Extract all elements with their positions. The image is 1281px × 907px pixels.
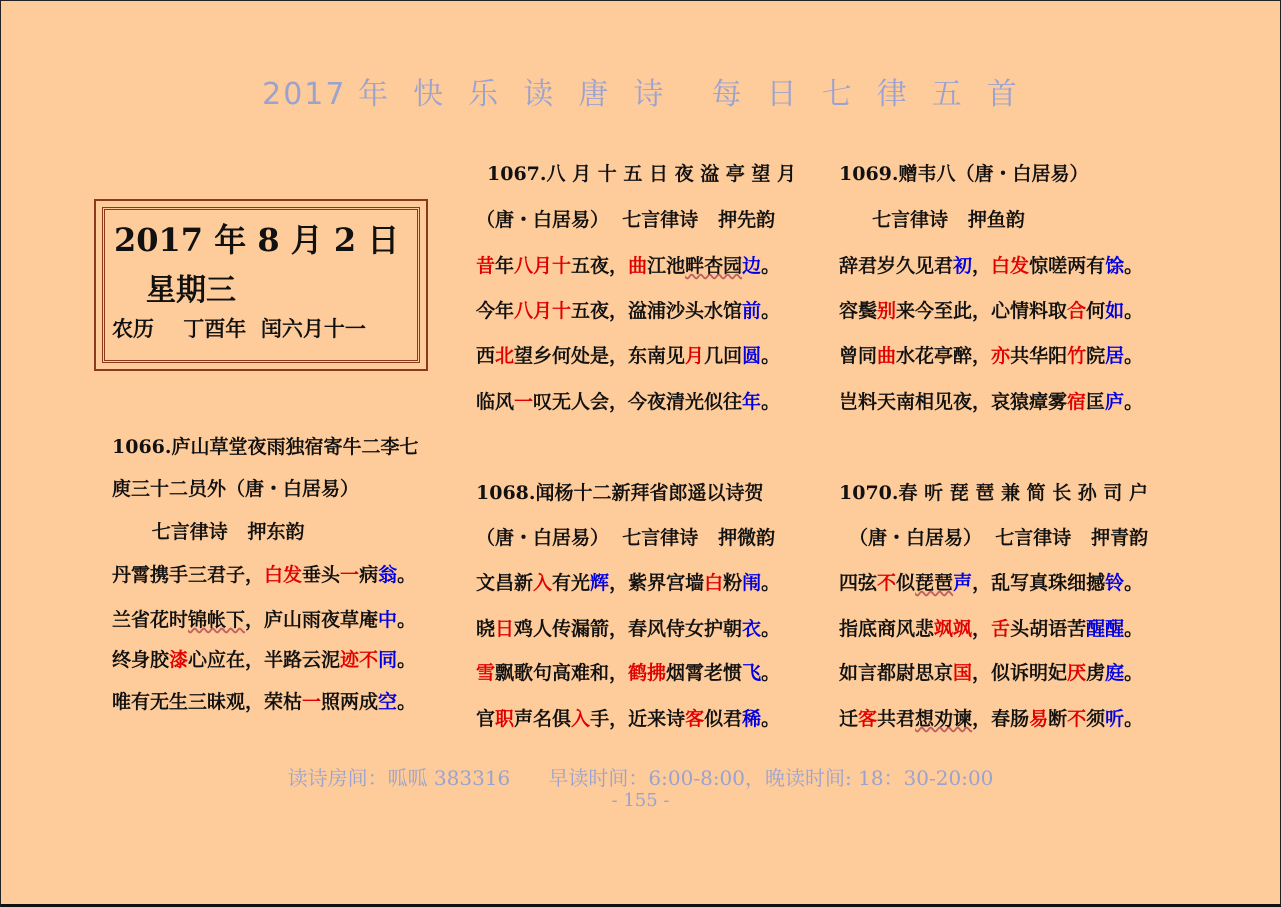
poem-1068-verse xyxy=(476,571,780,595)
poem-1067-header-2: （唐・白居易） 七言律诗 押先韵 xyxy=(476,209,776,231)
verse-text: 。 xyxy=(1124,345,1144,367)
weekday-text: 星期三 xyxy=(146,273,236,308)
verse-text: 烟霄老惯 xyxy=(666,662,743,684)
highlight-red: 漆 xyxy=(169,649,189,671)
poem-1067-verse xyxy=(476,344,780,368)
verse-text: 头胡语苦 xyxy=(1010,618,1087,640)
verse-text: 。 xyxy=(397,649,417,671)
poem-1066-verse xyxy=(112,608,416,632)
poem-1068-verse xyxy=(476,707,780,731)
highlight-red: 不 xyxy=(877,572,897,594)
verse-text: 鸡人传漏箭，春风侍女护朝 xyxy=(514,618,743,640)
verse-text: 病 xyxy=(359,564,379,586)
verse-text: ，紫界宫墙 xyxy=(609,572,705,594)
poem-1070-header-2: （唐・白居易） 七言律诗 押青韵 xyxy=(849,527,1149,549)
highlight-red: 白发 xyxy=(264,564,303,586)
rhyme-char: 馀 xyxy=(1105,255,1125,277)
verse-text: 迁 xyxy=(839,708,859,730)
verse-text: 年 xyxy=(495,255,515,277)
rhyme-char: 同 xyxy=(378,649,398,671)
poem-1069-header-2: 七言律诗 押鱼韵 xyxy=(839,209,1025,231)
highlight-red: 亦 xyxy=(991,345,1011,367)
wavy-underline-text: 想劝谏 xyxy=(915,708,973,730)
highlight-red: 曲 xyxy=(628,255,648,277)
verse-text: 临风 xyxy=(476,391,515,413)
rhyme-char: 圆 xyxy=(742,345,762,367)
verse-text: 丹霄携手三君子， xyxy=(112,564,265,586)
rhyme-char: 醒醒 xyxy=(1086,618,1125,640)
verse-text: 。 xyxy=(761,300,781,322)
highlight-red: 北 xyxy=(495,345,515,367)
rhyme-char: 辉 xyxy=(590,572,610,594)
verse-text: 叹无人会，今夜清光似往 xyxy=(533,391,743,413)
verse-text: 晓 xyxy=(476,618,496,640)
rhyme-char: 初 xyxy=(953,255,973,277)
highlight-red: 八月十 xyxy=(514,300,572,322)
verse-text: 院 xyxy=(1086,345,1106,367)
verse-text: ， xyxy=(972,255,992,277)
highlight-red: 一 xyxy=(340,564,360,586)
poem-1066-header-1: 1066.庐山草堂夜雨独宿寄牛二李七 xyxy=(112,436,419,458)
verse-text: 。 xyxy=(1124,300,1144,322)
verse-text: 水花亭醉， xyxy=(896,345,992,367)
verse-text: 西 xyxy=(476,345,496,367)
verse-text: 心应在，半路云泥 xyxy=(188,649,341,671)
verse-text: 照两成 xyxy=(321,691,379,713)
verse-text: 。 xyxy=(761,255,781,277)
verse-text: 岂料天南相见夜，哀猿瘴雾 xyxy=(839,391,1068,413)
verse-text: 何 xyxy=(1086,300,1106,322)
reading-schedule: 读诗房间：呱呱 383316 早读时间：6:00-8:00，晚读时间: 18：30-20:00 xyxy=(287,766,994,790)
poem-1067-verse xyxy=(476,299,780,323)
verse-text: 来今至此，心情料取 xyxy=(896,300,1068,322)
verse-text: 。 xyxy=(1124,662,1144,684)
highlight-red: 飒飒 xyxy=(934,618,973,640)
rhyme-char: 声 xyxy=(953,572,973,594)
poem-1066-verse xyxy=(112,648,416,672)
verse-text: 。 xyxy=(1124,618,1144,640)
verse-text: 似 xyxy=(896,572,916,594)
rhyme-char: 前 xyxy=(742,300,762,322)
highlight-red: 一 xyxy=(302,691,322,713)
poem-1067-verse xyxy=(476,254,780,278)
rhyme-char: 空 xyxy=(378,691,398,713)
highlight-red: 别 xyxy=(877,300,897,322)
verse-text: 文昌新 xyxy=(476,572,534,594)
verse-text: 五夜， xyxy=(571,255,629,277)
verse-text: ，春肠 xyxy=(972,708,1030,730)
verse-text: 。 xyxy=(1124,708,1144,730)
poem-1067-verse xyxy=(476,390,780,414)
highlight-red: 合 xyxy=(1067,300,1087,322)
poem-1070-verse xyxy=(839,571,1143,595)
highlight-red: 雪 xyxy=(476,662,496,684)
verse-text: 五夜，湓浦沙头水馆 xyxy=(571,300,743,322)
highlight-red: 不 xyxy=(1067,708,1087,730)
verse-text: ，似诉明妃 xyxy=(972,662,1068,684)
poem-1070-header-1: 1070.春 听 琵 琶 兼 简 长 孙 司 户 xyxy=(839,482,1149,504)
highlight-red: 客 xyxy=(858,708,878,730)
verse-text: 虏 xyxy=(1086,662,1106,684)
poem-1069-verse xyxy=(839,390,1143,414)
rhyme-char: 庭 xyxy=(1105,662,1125,684)
rhyme-char: 如 xyxy=(1105,300,1125,322)
poem-1067-header-1: 1067.八 月 十 五 日 夜 湓 亭 望 月 xyxy=(487,163,797,185)
highlight-red: 白 xyxy=(704,572,724,594)
verse-text: 望乡何处是，东南见 xyxy=(514,345,686,367)
verse-text: 曾同 xyxy=(839,345,878,367)
poem-1066-header-3: 七言律诗 押东韵 xyxy=(112,521,305,543)
highlight-red: 八月十 xyxy=(514,255,572,277)
rhyme-char: 闱 xyxy=(742,572,762,594)
rhyme-char: 飞 xyxy=(742,662,762,684)
highlight-red: 一 xyxy=(514,391,534,413)
highlight-red: 易 xyxy=(1029,708,1049,730)
verse-text: 容鬓 xyxy=(839,300,878,322)
wavy-underline-text: 锦帐下 xyxy=(188,609,246,631)
verse-text: 。 xyxy=(761,572,781,594)
wavy-underline-text: 琵琶 xyxy=(915,572,954,594)
verse-text: 。 xyxy=(761,662,781,684)
poem-1066-verse xyxy=(112,563,416,587)
poem-1068-verse xyxy=(476,661,780,685)
page-number: - 155 - xyxy=(611,790,670,811)
date-text: 2017 年 8 月 2 日 xyxy=(114,221,400,259)
rhyme-char: 稀 xyxy=(742,708,762,730)
verse-text: 有光 xyxy=(552,572,591,594)
verse-text: 如言都尉思京 xyxy=(839,662,954,684)
verse-text: 声名俱 xyxy=(514,708,572,730)
rhyme-char: 庐 xyxy=(1105,391,1125,413)
verse-text: 兰省花时 xyxy=(112,609,189,631)
poem-1070-verse xyxy=(839,661,1143,685)
verse-text: 。 xyxy=(761,391,781,413)
verse-text: 。 xyxy=(397,564,417,586)
verse-text: 匡 xyxy=(1086,391,1106,413)
highlight-red: 日 xyxy=(495,618,515,640)
poem-1069-verse xyxy=(839,344,1143,368)
verse-text: 共君 xyxy=(877,708,916,730)
highlight-red: 曲 xyxy=(877,345,897,367)
poem-1069-verse xyxy=(839,299,1143,323)
poem-1069-verse xyxy=(839,254,1143,278)
highlight-red: 入 xyxy=(533,572,553,594)
rhyme-char: 衣 xyxy=(742,618,762,640)
rhyme-char: 中 xyxy=(378,609,398,631)
verse-text: 。 xyxy=(397,691,417,713)
highlight-red: 入 xyxy=(571,708,591,730)
rhyme-char: 听 xyxy=(1105,708,1125,730)
highlight-red: 厌 xyxy=(1067,662,1087,684)
verse-text: 今年 xyxy=(476,300,515,322)
highlight-red: 宿 xyxy=(1067,391,1087,413)
verse-text: 。 xyxy=(761,345,781,367)
verse-text: ， xyxy=(972,618,992,640)
poem-1066-header-2: 庾三十二员外（唐・白居易） xyxy=(112,478,360,500)
verse-text: 。 xyxy=(397,609,417,631)
verse-text: 官 xyxy=(476,708,496,730)
verse-text: 须 xyxy=(1086,708,1106,730)
lunar-date-text: 农历 丁酉年 闰六月十一 xyxy=(112,316,366,341)
verse-text: 四弦 xyxy=(839,572,878,594)
verse-text: 江池 xyxy=(647,255,686,277)
verse-text: 。 xyxy=(761,618,781,640)
highlight-red: 月 xyxy=(685,345,705,367)
verse-text: 。 xyxy=(1124,255,1144,277)
verse-text: 飘歌句高难和， xyxy=(495,662,629,684)
poem-1070-verse xyxy=(839,707,1143,731)
rhyme-char: 居 xyxy=(1105,345,1125,367)
poem-1069-header-1: 1069.赠韦八（唐・白居易） xyxy=(839,163,1089,185)
verse-text: 手，近来诗 xyxy=(590,708,686,730)
poem-1068-header-2: （唐・白居易） 七言律诗 押微韵 xyxy=(476,527,776,549)
page-title: 2017 年 快 乐 读 唐 诗 每 日 七 律 五 首 xyxy=(262,77,1019,112)
rhyme-char: 翁 xyxy=(378,564,398,586)
date-box xyxy=(94,199,428,371)
highlight-red: 职 xyxy=(495,708,515,730)
verse-text: 断 xyxy=(1048,708,1068,730)
poem-1068-verse xyxy=(476,617,780,641)
verse-text: 辞君岁久见君 xyxy=(839,255,954,277)
wavy-underline-text: 畔杏园 xyxy=(685,255,743,277)
verse-text: 共华阳 xyxy=(1010,345,1068,367)
verse-text: ，庐山雨夜草庵 xyxy=(245,609,379,631)
verse-text: 。 xyxy=(1124,572,1144,594)
highlight-red: 竹 xyxy=(1067,345,1087,367)
highlight-red: 鹤拂 xyxy=(628,662,667,684)
verse-text: 。 xyxy=(1124,391,1144,413)
verse-text: 粉 xyxy=(723,572,743,594)
poem-1070-verse xyxy=(839,617,1143,641)
verse-text: 惊嗟两有 xyxy=(1029,255,1106,277)
poem-1068-header-1: 1068.闻杨十二新拜省郎遥以诗贺 xyxy=(476,482,764,504)
rhyme-char: 年 xyxy=(742,391,762,413)
verse-text: ，乱写真珠细撼 xyxy=(972,572,1106,594)
verse-text: 。 xyxy=(761,708,781,730)
highlight-red: 客 xyxy=(685,708,705,730)
verse-text: 终身胶 xyxy=(112,649,170,671)
verse-text: 似君 xyxy=(704,708,743,730)
verse-text: 几回 xyxy=(704,345,743,367)
highlight-red: 迹不 xyxy=(340,649,379,671)
verse-text: 唯有无生三昧观，荣枯 xyxy=(112,691,303,713)
highlight-red: 昔 xyxy=(476,255,496,277)
rhyme-char: 边 xyxy=(742,255,762,277)
highlight-red: 国 xyxy=(953,662,973,684)
verse-text: 指底商风悲 xyxy=(839,618,935,640)
verse-text: 垂头 xyxy=(302,564,341,586)
rhyme-char: 铃 xyxy=(1105,572,1125,594)
poem-1066-verse xyxy=(112,690,416,714)
highlight-red: 白发 xyxy=(991,255,1030,277)
highlight-red: 舌 xyxy=(991,618,1011,640)
